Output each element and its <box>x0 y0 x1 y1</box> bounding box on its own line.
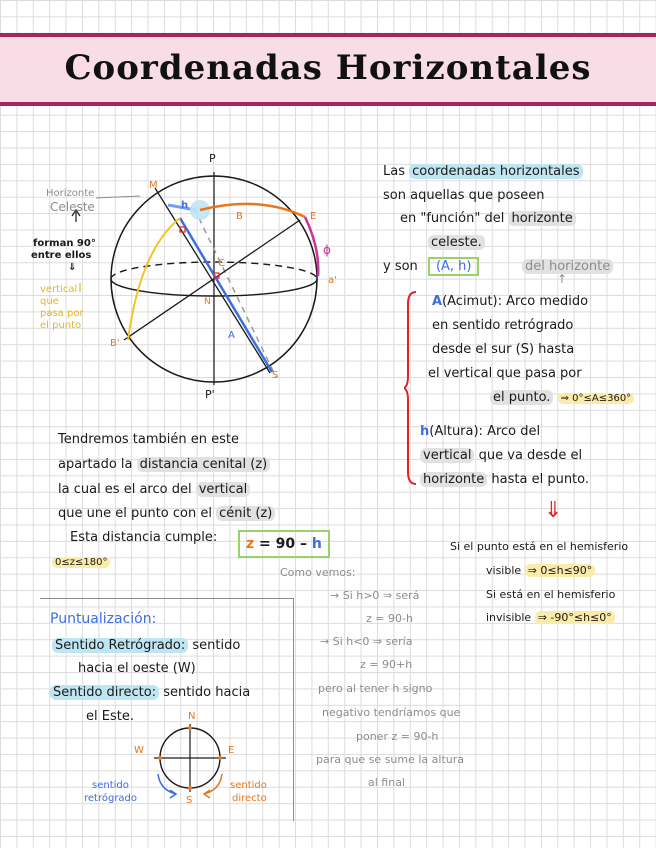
cenital-line-2: apartado la distancia cenital (z) <box>58 453 270 476</box>
note-entre-ellos: entre ellos <box>31 250 92 261</box>
como-vemos-line-7: poner z = 90-h <box>356 730 439 743</box>
label-B-prime: B' <box>110 338 120 349</box>
compass-N: N <box>188 711 196 722</box>
puntualizacion-line-3: Sentido directo: sentido hacia <box>50 681 250 704</box>
cenital-line-3: la cual es el arco del vertical <box>58 478 250 501</box>
azimut-bracket <box>404 290 418 486</box>
label-C: C <box>218 258 225 269</box>
label-A: A <box>228 330 235 341</box>
page-title: Coordenadas Horizontales <box>64 48 592 88</box>
intro-line-4: celeste. <box>428 231 485 254</box>
azimut-line-3: desde el sur (S) hasta <box>432 342 575 357</box>
label-P: P <box>209 152 216 165</box>
cenital-formula: z = 90 – h <box>238 530 330 558</box>
como-vemos-line-2: z = 90-h <box>366 612 413 625</box>
label-S: S <box>272 370 279 381</box>
compass-retro-2: retrógrado <box>84 793 138 804</box>
compass-diagram <box>140 718 240 800</box>
orange-arc <box>200 204 305 217</box>
azimut-line-5: el punto. ⇒ 0°≤A≤360° <box>490 386 634 410</box>
compass-direct-1: sentido <box>230 780 267 791</box>
celestial-sphere-diagram <box>0 140 360 420</box>
como-vemos-line-1: → Si h>0 ⇒ será <box>330 589 420 602</box>
label-B: B <box>236 211 243 222</box>
label-M: M <box>149 180 158 191</box>
puntualizacion-title: Puntualización: <box>50 611 157 627</box>
cenital-range: 0≤z≤180° <box>52 551 110 574</box>
intro-line-3: en "función" del horizonte <box>400 207 576 230</box>
cenital-line-5: Esta distancia cumple: <box>70 530 218 545</box>
como-vemos-line-9: al final <box>368 776 405 789</box>
azimut-line-1: A(Acimut): Arco medido <box>432 294 589 309</box>
note-que: que <box>40 296 59 307</box>
note-vertical: vertical <box>40 284 78 295</box>
compass-W: W <box>134 745 144 756</box>
label-P-prime: P' <box>205 388 215 401</box>
note-el-punto: el punto <box>40 320 82 331</box>
intro-line-1: Las coordenadas horizontales <box>383 160 583 183</box>
note-arrow: ⇓ <box>68 262 77 273</box>
hemisferio-line-4: invisible ⇒ -90°≤h≤0° <box>486 608 615 628</box>
puntualizacion-line-2: hacia el oeste (W) <box>78 661 196 676</box>
puntualizacion-line-4: el Este. <box>86 709 134 724</box>
hemisferio-line-2: visible ⇒ 0≤h≤90° <box>486 561 595 581</box>
azimut-line-2: en sentido retrógrado <box>432 318 574 333</box>
label-h: h <box>181 200 189 211</box>
altura-line-1: h(Altura): Arco del <box>420 424 541 439</box>
yellow-arc <box>128 218 180 340</box>
note-horizonte: Horizonte <box>46 188 95 199</box>
note-celeste: Celeste <box>50 200 95 214</box>
label-E: E <box>310 211 317 222</box>
hemisferio-line-1: Si el punto está en el hemisferio <box>450 540 629 553</box>
azimut-line-4: el vertical que pasa por <box>428 366 582 381</box>
note-forman: forman 90° <box>33 238 96 249</box>
label-N: N <box>204 297 211 307</box>
intro-line-5: y son (A, h) <box>383 255 479 278</box>
compass-direct-2: directo <box>232 793 267 804</box>
cenital-line-4: que une el punto con el cénit (z) <box>58 502 275 525</box>
como-vemos-line-5: pero al tener h signo <box>318 682 433 695</box>
dashed-axis <box>194 208 276 377</box>
intro-horizon-note: del horizonte <box>522 255 613 278</box>
note-pasa-por: pasa por <box>40 308 84 319</box>
altura-line-2: vertical que va desde el <box>420 444 582 467</box>
compass-retro-1: sentido <box>92 780 129 791</box>
compass-E: E <box>228 745 235 756</box>
label-a-prime: a' <box>328 275 337 286</box>
label-phi: ϕ <box>323 243 331 257</box>
altura-line-3: horizonte hasta el punto. <box>420 468 589 491</box>
meridian-line <box>155 188 270 373</box>
como-vemos-line-6: negativo tendríamos que <box>322 706 461 719</box>
como-vemos-line-8: para que se sume la altura <box>316 753 465 766</box>
compass-S: S <box>186 795 193 806</box>
arrow-down-icon: ⇓ <box>544 498 563 523</box>
intro-line-2: son aquellas que poseen <box>383 188 545 203</box>
hemisferio-line-3: Si está en el hemisferio <box>486 588 616 601</box>
puntualizacion-line-1: Sentido Retrógrado: sentido <box>52 634 240 657</box>
arrow-up-icon: ↑ <box>557 272 568 286</box>
como-vemos-label: Como vemos: <box>280 566 356 579</box>
cenital-line-1: Tendremos también en este <box>58 432 239 447</box>
como-vemos-line-3: → Si h<0 ⇒ sería <box>320 635 413 648</box>
como-vemos-line-4: z = 90+h <box>360 658 413 671</box>
